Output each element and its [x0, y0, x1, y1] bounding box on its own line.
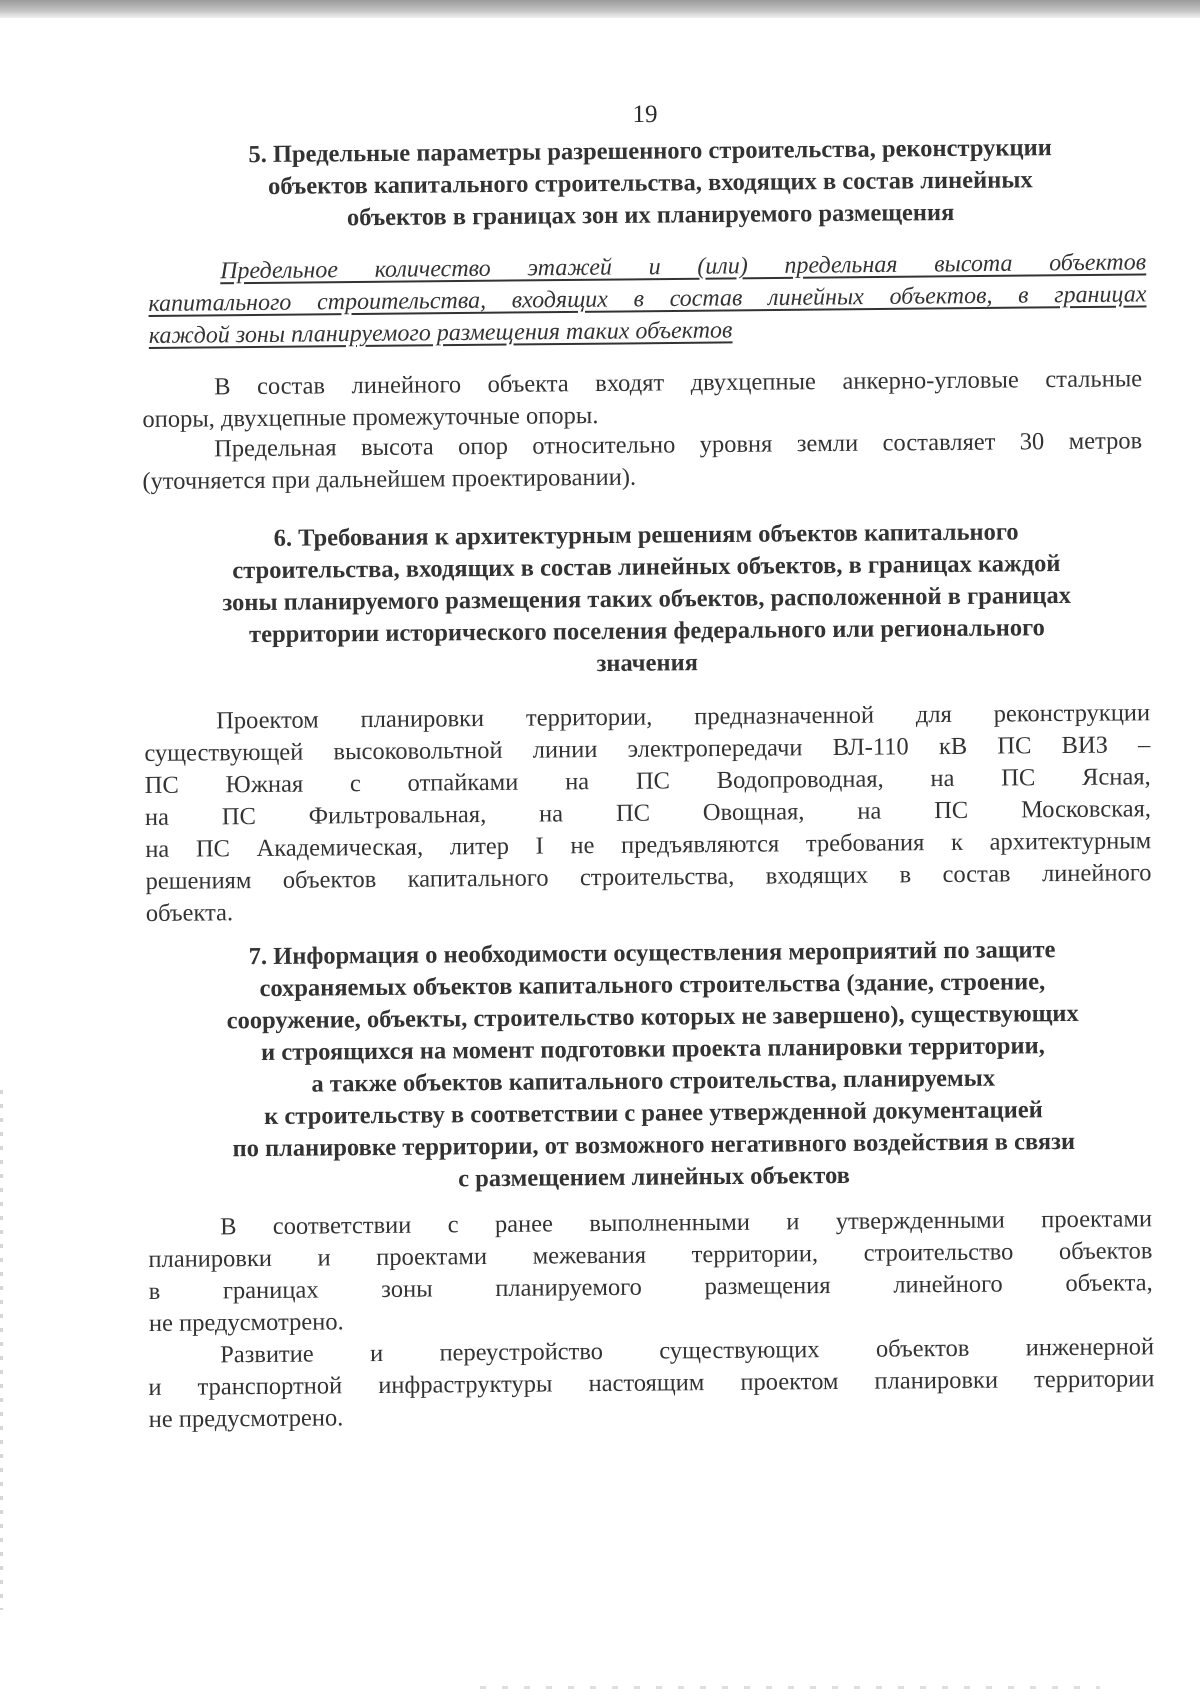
heading-line: 5. Предельные параметры разрешенного строительства, реконструкции [248, 134, 1052, 169]
paragraph-line: Развитие и переустройство существующих объектов инженерной [220, 1333, 1155, 1369]
section-5-heading [150, 131, 1151, 236]
paragraph-line: опоры, двухцепные промежуточные опоры. [142, 402, 599, 433]
paragraph-line: (уточняется при дальнейшем проектировании). [142, 463, 637, 495]
paragraph-line: решениям объектов капитального строительства, входящих в состав линейного [145, 859, 1152, 895]
section-5-paragraph-1 [142, 363, 1143, 436]
paragraph-line: не предусмотрено. [148, 1308, 344, 1337]
paragraph-line: на ПС Академическая, литер I не предъявляются требования к архитектурным [145, 827, 1152, 863]
heading-line: строительства, входящих в состав линейных объектов, в границах каждой [232, 550, 1061, 585]
section-7-paragraph-1 [148, 1203, 1153, 1340]
paragraph-line: и транспортной инфраструктуры настоящим проектом планировки территории [148, 1365, 1155, 1401]
paragraph-line: планировки и проектами межевания территории, строительство объектов [148, 1237, 1153, 1273]
heading-line: а также объектов капитального строительства, планируемых [311, 1064, 996, 1098]
heading-line: и строящихся на момент подготовки проекта планировки территории, [260, 1032, 1045, 1067]
section-5-paragraph-2 [142, 425, 1143, 498]
heading-line: сооружение, объекты, строительство которых не завершено), существующих [226, 999, 1079, 1035]
paragraph-line: В соответствии с ранее выполненными и утвержденными проектами [220, 1205, 1153, 1241]
heading-line: по планировке территории, от возможного негативного воздействия в связи [232, 1127, 1076, 1163]
heading-line: значения [596, 649, 699, 678]
paragraph-line: В состав линейного объекта входят двухцепные анкерно-угловые стальные [214, 365, 1143, 401]
page-number: 19 [632, 101, 658, 128]
section-5-subheading [148, 246, 1147, 352]
section-6-heading [146, 515, 1147, 684]
subheading-line: каждой зоны планируемого размещения таких объектов [148, 317, 733, 349]
heading-line: объектов капитального строительства, входящих в состав линейных [267, 166, 1033, 200]
heading-line: с размещением линейных объектов [458, 1161, 851, 1193]
paragraph-line: ПС Южная с отпайками на ПС Водопроводная, на ПС Ясная, [144, 763, 1151, 799]
heading-line: 7. Информация о необходимости осуществления мероприятий по защите [248, 936, 1056, 971]
subheading-line: капитального строительства, входящих в состав линейных объектов, в границах [148, 281, 1147, 317]
paragraph-line: существующей высоковольтной линии электропередачи ВЛ-110 кВ ПС ВИЗ – [144, 731, 1151, 767]
heading-line: сохраняемых объектов капитального строительства (здание, строение, [259, 968, 1046, 1003]
paragraph-line: на ПС Фильтровальная, на ПС Овощная, на ПС Московская, [144, 795, 1152, 831]
section-6-paragraph [144, 697, 1152, 930]
paragraph-line: не предусмотрено. [148, 1404, 344, 1433]
heading-line: объектов в границах зон их планируемого размещения [346, 198, 955, 232]
heading-line: территории исторического поселения федерального или регионального [248, 614, 1045, 649]
heading-line: зоны планируемого размещения таких объектов, расположенной в границах [222, 581, 1072, 617]
paragraph-line: объекта. [145, 899, 234, 927]
heading-line: 6. Требования к архитектурным решениям объектов капитального [273, 518, 1019, 552]
subheading-line: Предельное количество этажей и (или) предельная высота объектов [220, 249, 1147, 285]
heading-line: к строительству в соответствии с ранее утвержденной документацией [264, 1096, 1043, 1131]
section-7-paragraph-2 [148, 1331, 1155, 1436]
paragraph-line: в границах зоны планируемого размещения линейного объекта, [148, 1269, 1153, 1305]
paragraph-line: Предельная высота опор относительно уровня земли составляет 30 метров [214, 427, 1143, 463]
paragraph-line: Проектом планировки территории, предназначенной для реконструкции [216, 699, 1151, 735]
section-7-heading [152, 933, 1154, 1198]
